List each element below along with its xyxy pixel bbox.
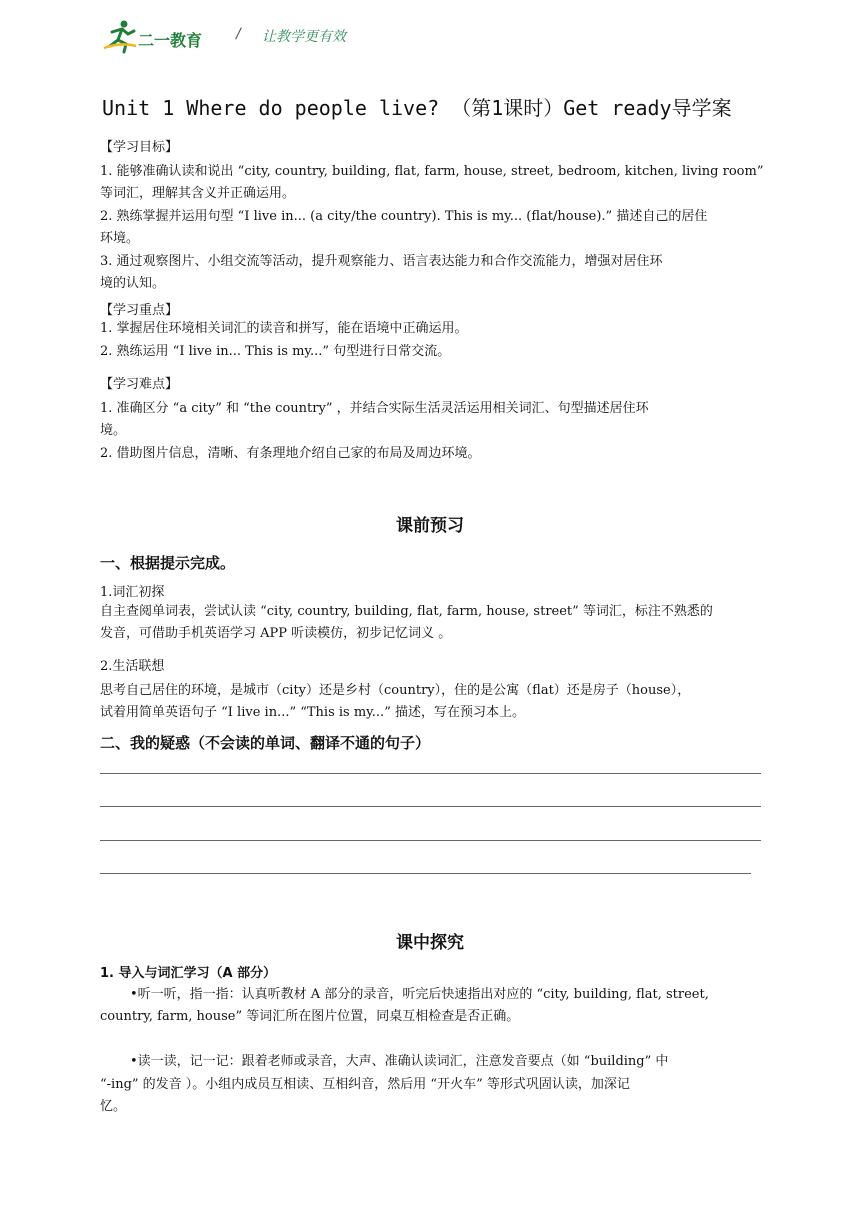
explore-bullet2-line: “-ing” 的发音 ）。小组内成员互相读、互相纠音，然后用 “开火车” 等形式巩固认读，加深记	[100, 1077, 630, 1092]
preview-part2-heading: 二、我的疑惑（不会读的单词、翻译不通的句子）	[100, 734, 431, 752]
explore-bullet2-line: 忆。	[100, 1099, 127, 1114]
header-divider: /	[236, 26, 241, 42]
explore-bullet1-line: country, farm, house” 等词汇所在图片位置，同桌互相检查是否正确。	[100, 1009, 520, 1024]
answer-line[interactable]	[100, 806, 761, 807]
goal-line: 2. 熟练掌握并运用句型 “I live in... (a city/the country). This is my... (flat/house).” 描述自己的居住	[100, 209, 708, 224]
key-points-heading: 【学习重点】	[100, 303, 179, 318]
preview-sub1: 1.词汇初探	[100, 585, 165, 600]
preview-sub2: 2.生活联想	[100, 659, 165, 674]
difficulty-line: 1. 准确区分 “a city” 和 “the country” ，并结合实际生活灵活运用相关词汇、句型描述居住环	[100, 401, 649, 416]
page-header	[102, 18, 762, 54]
preview-sub1-line: 发音，可借助手机英语学习 APP 听读模仿，初步记忆词义 。	[100, 626, 452, 641]
explore-bullet1-line: •听一听，指一指：认真听教材 A 部分的录音，听完后快速指出对应的 “city, building, flat, street,	[130, 987, 709, 1002]
goal-line: 3. 通过观察图片、小组交流等活动，提升观察能力、语言表达能力和合作交流能力，增强对居住环	[100, 254, 663, 269]
explore-part1-heading: 1. 导入与词汇学习（A 部分）	[100, 966, 277, 981]
answer-line[interactable]	[100, 773, 761, 774]
answer-line[interactable]	[100, 840, 761, 841]
preview-sub1-line: 自主查阅单词表，尝试认读 “city, country, building, flat, farm, house, street” 等词汇，标注不熟悉的	[100, 604, 713, 619]
difficulties-heading: 【学习难点】	[100, 377, 179, 392]
preview-sub2-line: 试着用简单英语句子 “I live in...” “This is my...” 描述，写在预习本上。	[100, 705, 525, 720]
logo-text: 二一教育	[138, 31, 203, 50]
goal-line: 环境。	[100, 231, 140, 246]
header-slogan: 让教学更有效	[262, 29, 346, 45]
preview-part1-heading: 一、根据提示完成。	[100, 554, 236, 572]
key-point-line: 1. 掌握居住环境相关词汇的读音和拼写，能在语境中正确运用。	[100, 321, 468, 336]
answer-line[interactable]	[100, 873, 751, 874]
goals-heading: 【学习目标】	[100, 140, 179, 155]
preview-sub2-line: 思考自己居住的环境，是城市（city）还是乡村（country），住的是公寓（flat）还是房子（house），	[100, 683, 691, 698]
goal-line: 境的认知。	[100, 276, 166, 291]
key-point-line: 2. 熟练运用 “I live in... This is my...” 句型进行日常交流。	[100, 344, 451, 359]
explore-section-title: 课中探究	[396, 933, 464, 953]
difficulty-line: 2. 借助图片信息，清晰、有条理地介绍自己家的布局及周边环境。	[100, 446, 481, 461]
goal-line: 等词汇，理解其含义并正确运用。	[100, 186, 296, 201]
preview-section-title: 课前预习	[396, 516, 464, 536]
difficulty-line: 境。	[100, 423, 127, 438]
page-title: Unit 1 Where do people live? （第1课时）Get ready导学案	[102, 96, 732, 120]
explore-bullet2-line: •读一读，记一记：跟着老师或录音，大声、准确认读词汇，注意发音要点（如 “building” 中	[130, 1054, 669, 1069]
goal-line: 1. 能够准确认读和说出 “city, country, building, flat, farm, house, street, bedroom, kitchen, living room”	[100, 164, 764, 179]
